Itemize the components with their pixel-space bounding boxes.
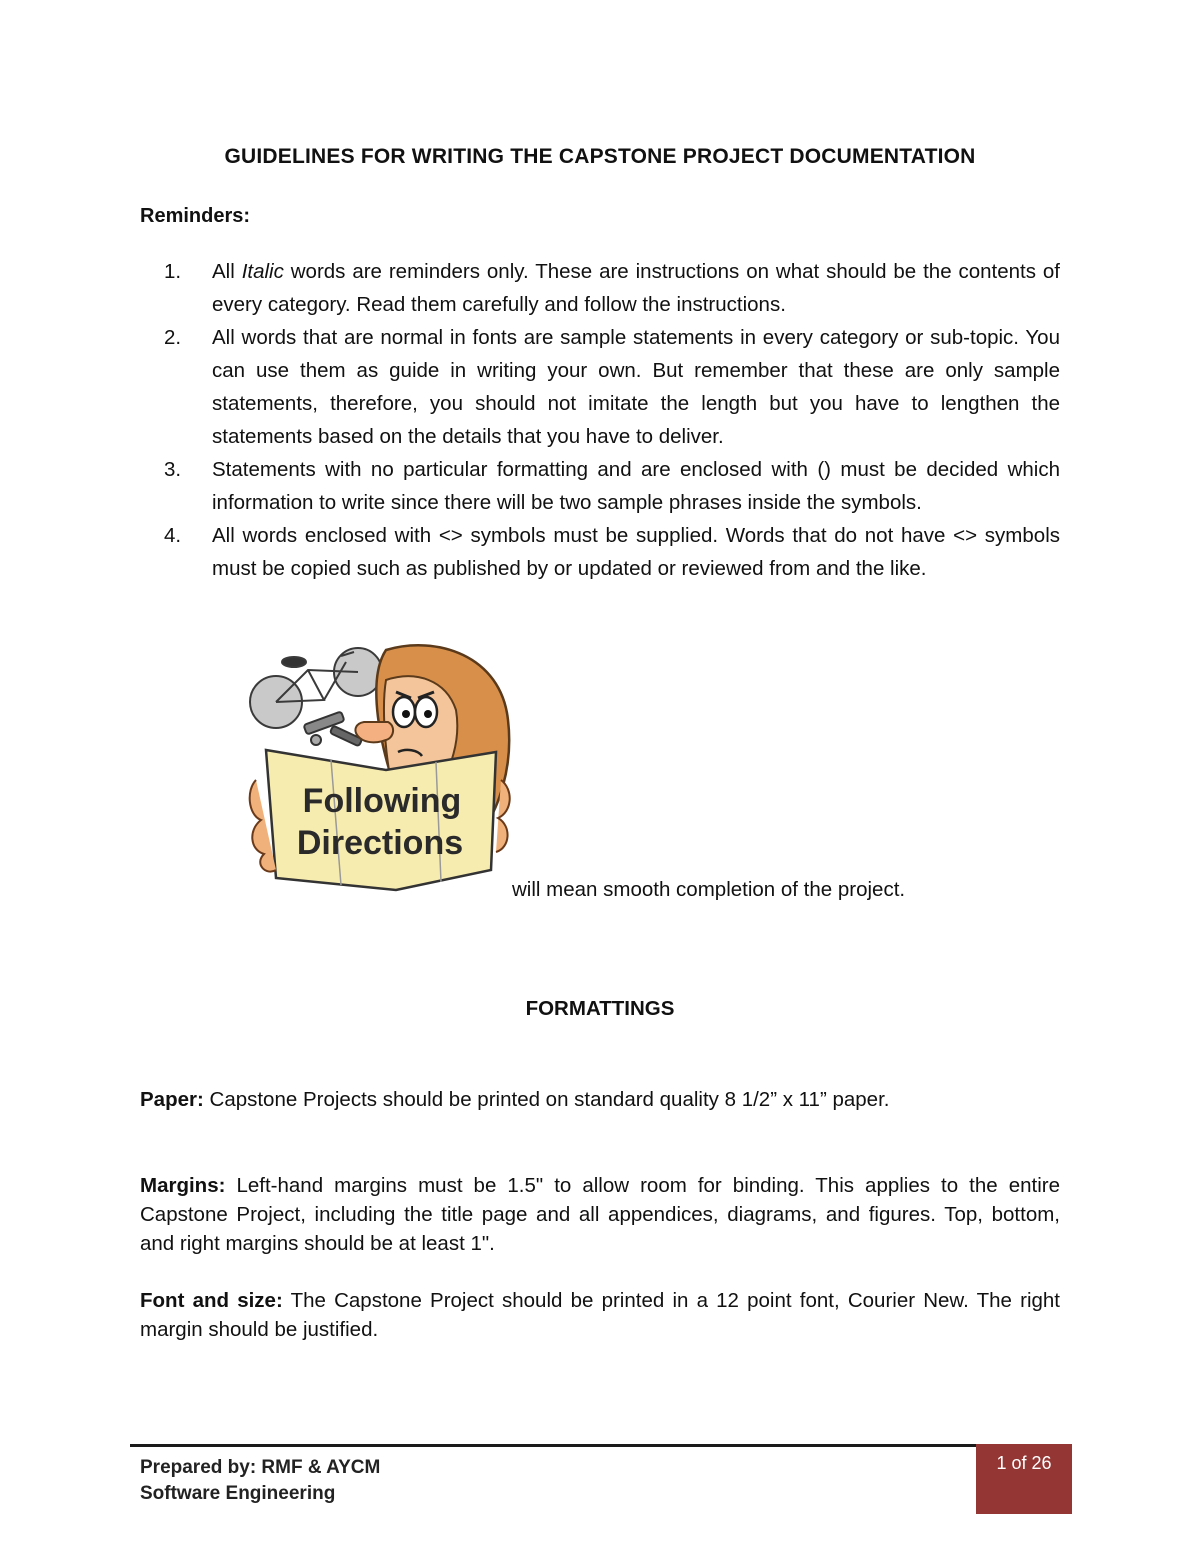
font-size-text: The Capstone Project should be printed in a 12 point font, Courier New. The right margin should be justified.: [140, 1289, 1060, 1341]
list-item: [140, 519, 1060, 585]
sign-line-2: Directions: [296, 824, 464, 862]
tools-icon: [303, 711, 362, 746]
reminder-text: Statements with no particular formatting and are enclosed with () must be decided which information to write since there will be two sample phrases inside the symbols.: [212, 458, 1060, 514]
reminders-heading: Reminders:: [140, 205, 251, 227]
footer-info: [140, 1455, 380, 1507]
reminders-list: [140, 255, 1060, 585]
course-name: Software Engineering: [140, 1483, 336, 1504]
paper-label: Paper:: [140, 1088, 204, 1111]
sign-icon: [250, 750, 510, 890]
list-number: 1.: [164, 260, 182, 283]
prepared-by: Prepared by: RMF & AYCM: [140, 1457, 381, 1478]
reminder-text-start: All: [212, 260, 242, 283]
list-number: 2.: [164, 326, 182, 349]
page-number: 1 of 26: [996, 1453, 1052, 1473]
reminder-text-end: words are reminders only. These are instructions on what should be the contents of every category. Read them carefully and follow the instructions.: [212, 260, 1060, 316]
font-size-label: Font and size:: [140, 1289, 283, 1312]
margins-text: Left-hand margins must be 1.5" to allow room for binding. This applies to the entire Capstone Project, including the title page and all appendices, diagrams, and figures. Top, bottom, and right margins should be at least 1".: [140, 1174, 1060, 1255]
list-number: 3.: [164, 458, 182, 481]
formattings-title: FORMATTINGS: [525, 997, 675, 1020]
reminder-text: All words that are normal in fonts are sample statements in every category or sub-topic. You can use them as guide in writing your own. But remember that these are only sample statements, therefore, you should not imitate the length but you have to lengthen the statements based on the details that you have to deliver.: [212, 326, 1060, 448]
font-size-paragraph: [140, 1286, 1060, 1344]
list-item: [140, 453, 1060, 519]
footer-divider: [130, 1444, 976, 1447]
following-directions-clipart: [246, 640, 514, 902]
bicycle-icon: [250, 648, 382, 728]
document-title: GUIDELINES FOR WRITING THE CAPSTONE PROJECT DOCUMENTATION: [224, 145, 976, 168]
list-item: [140, 255, 1060, 321]
paper-paragraph: [140, 1085, 1060, 1114]
paper-text: Capstone Projects should be printed on standard quality 8 1/2” x 11” paper.: [203, 1088, 890, 1111]
margins-label: Margins:: [140, 1174, 226, 1197]
margins-paragraph: [140, 1171, 1060, 1258]
page-number-badge: [976, 1444, 1072, 1514]
sign-line-1: Following: [302, 782, 462, 820]
figure-caption: will mean smooth completion of the project.: [512, 878, 906, 901]
reminder-text: All words enclosed with <> symbols must be supplied. Words that do not have <> symbols must be copied such as published by or updated or reviewed from and the like.: [212, 524, 1060, 580]
list-item: [140, 321, 1060, 453]
reminder-italic-word: Italic: [241, 260, 284, 283]
list-number: 4.: [164, 524, 182, 547]
